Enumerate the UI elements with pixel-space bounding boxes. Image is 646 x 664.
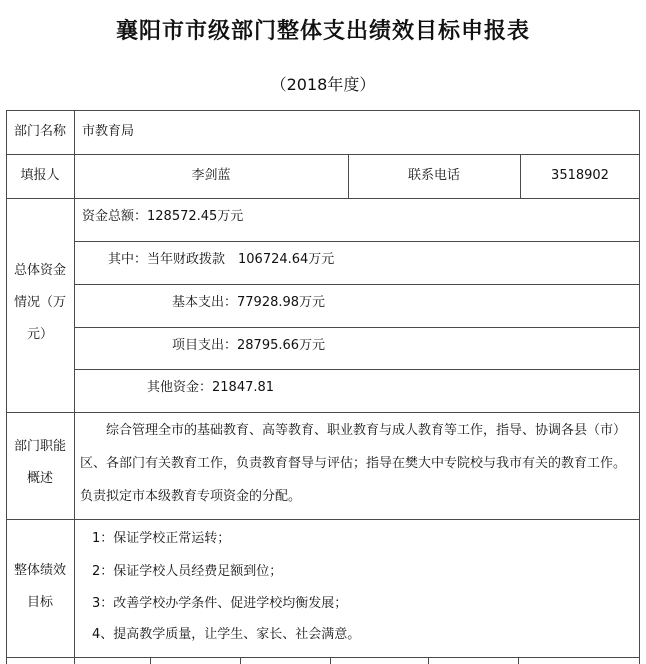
funds-fiscal: 其中：当年财政拨款 106724.64万元 xyxy=(108,252,335,267)
funds-label-line: 元） xyxy=(26,327,53,342)
duties-line: 区、各部门有关教育工作，负责教育督导与评估；指导在樊大中专院校与我市有关的教育工作。 xyxy=(80,456,627,471)
funds-label-line: 情况（万 xyxy=(13,295,66,310)
dept-value: 市教育局 xyxy=(82,124,135,139)
report-year: （2018年度） xyxy=(270,75,376,94)
reporter-label: 填报人 xyxy=(20,168,60,183)
goals-label-line: 目标 xyxy=(26,595,53,610)
goal-item: 2：保证学校人员经费足额到位； xyxy=(92,564,283,579)
duties-label-line: 部门职能 xyxy=(13,439,66,454)
goal-item: 3：改善学校办学条件、促进学校均衡发展； xyxy=(92,596,348,611)
duties-line: 综合管理全市的基础教育、高等教育、职业教育与成人教育等工作，指导、协调各县（市） xyxy=(80,423,627,438)
duties-label-line: 概述 xyxy=(26,471,53,486)
phone-value: 3518902 xyxy=(551,168,609,183)
funds-other: 其他资金：21847.81 xyxy=(147,380,275,395)
funds-basic: 基本支出：77928.98万元 xyxy=(172,295,326,310)
goals-label-line: 整体绩效 xyxy=(13,563,66,578)
goal-item: 1：保证学校正常运转； xyxy=(92,531,231,546)
funds-project: 项目支出：28795.66万元 xyxy=(172,338,326,353)
dept-label: 部门名称 xyxy=(13,124,66,139)
funds-total: 资金总额：128572.45万元 xyxy=(82,209,244,224)
reporter-name: 李剑蓝 xyxy=(191,168,231,183)
duties-line: 负责拟定市本级教育专项资金的分配。 xyxy=(80,489,302,504)
page-title: 襄阳市市级部门整体支出绩效目标申报表 xyxy=(115,19,530,44)
funds-label-line: 总体资金 xyxy=(13,263,66,278)
goal-item: 4、提高教学质量，让学生、家长、社会满意。 xyxy=(92,627,361,642)
phone-label: 联系电话 xyxy=(407,168,460,183)
